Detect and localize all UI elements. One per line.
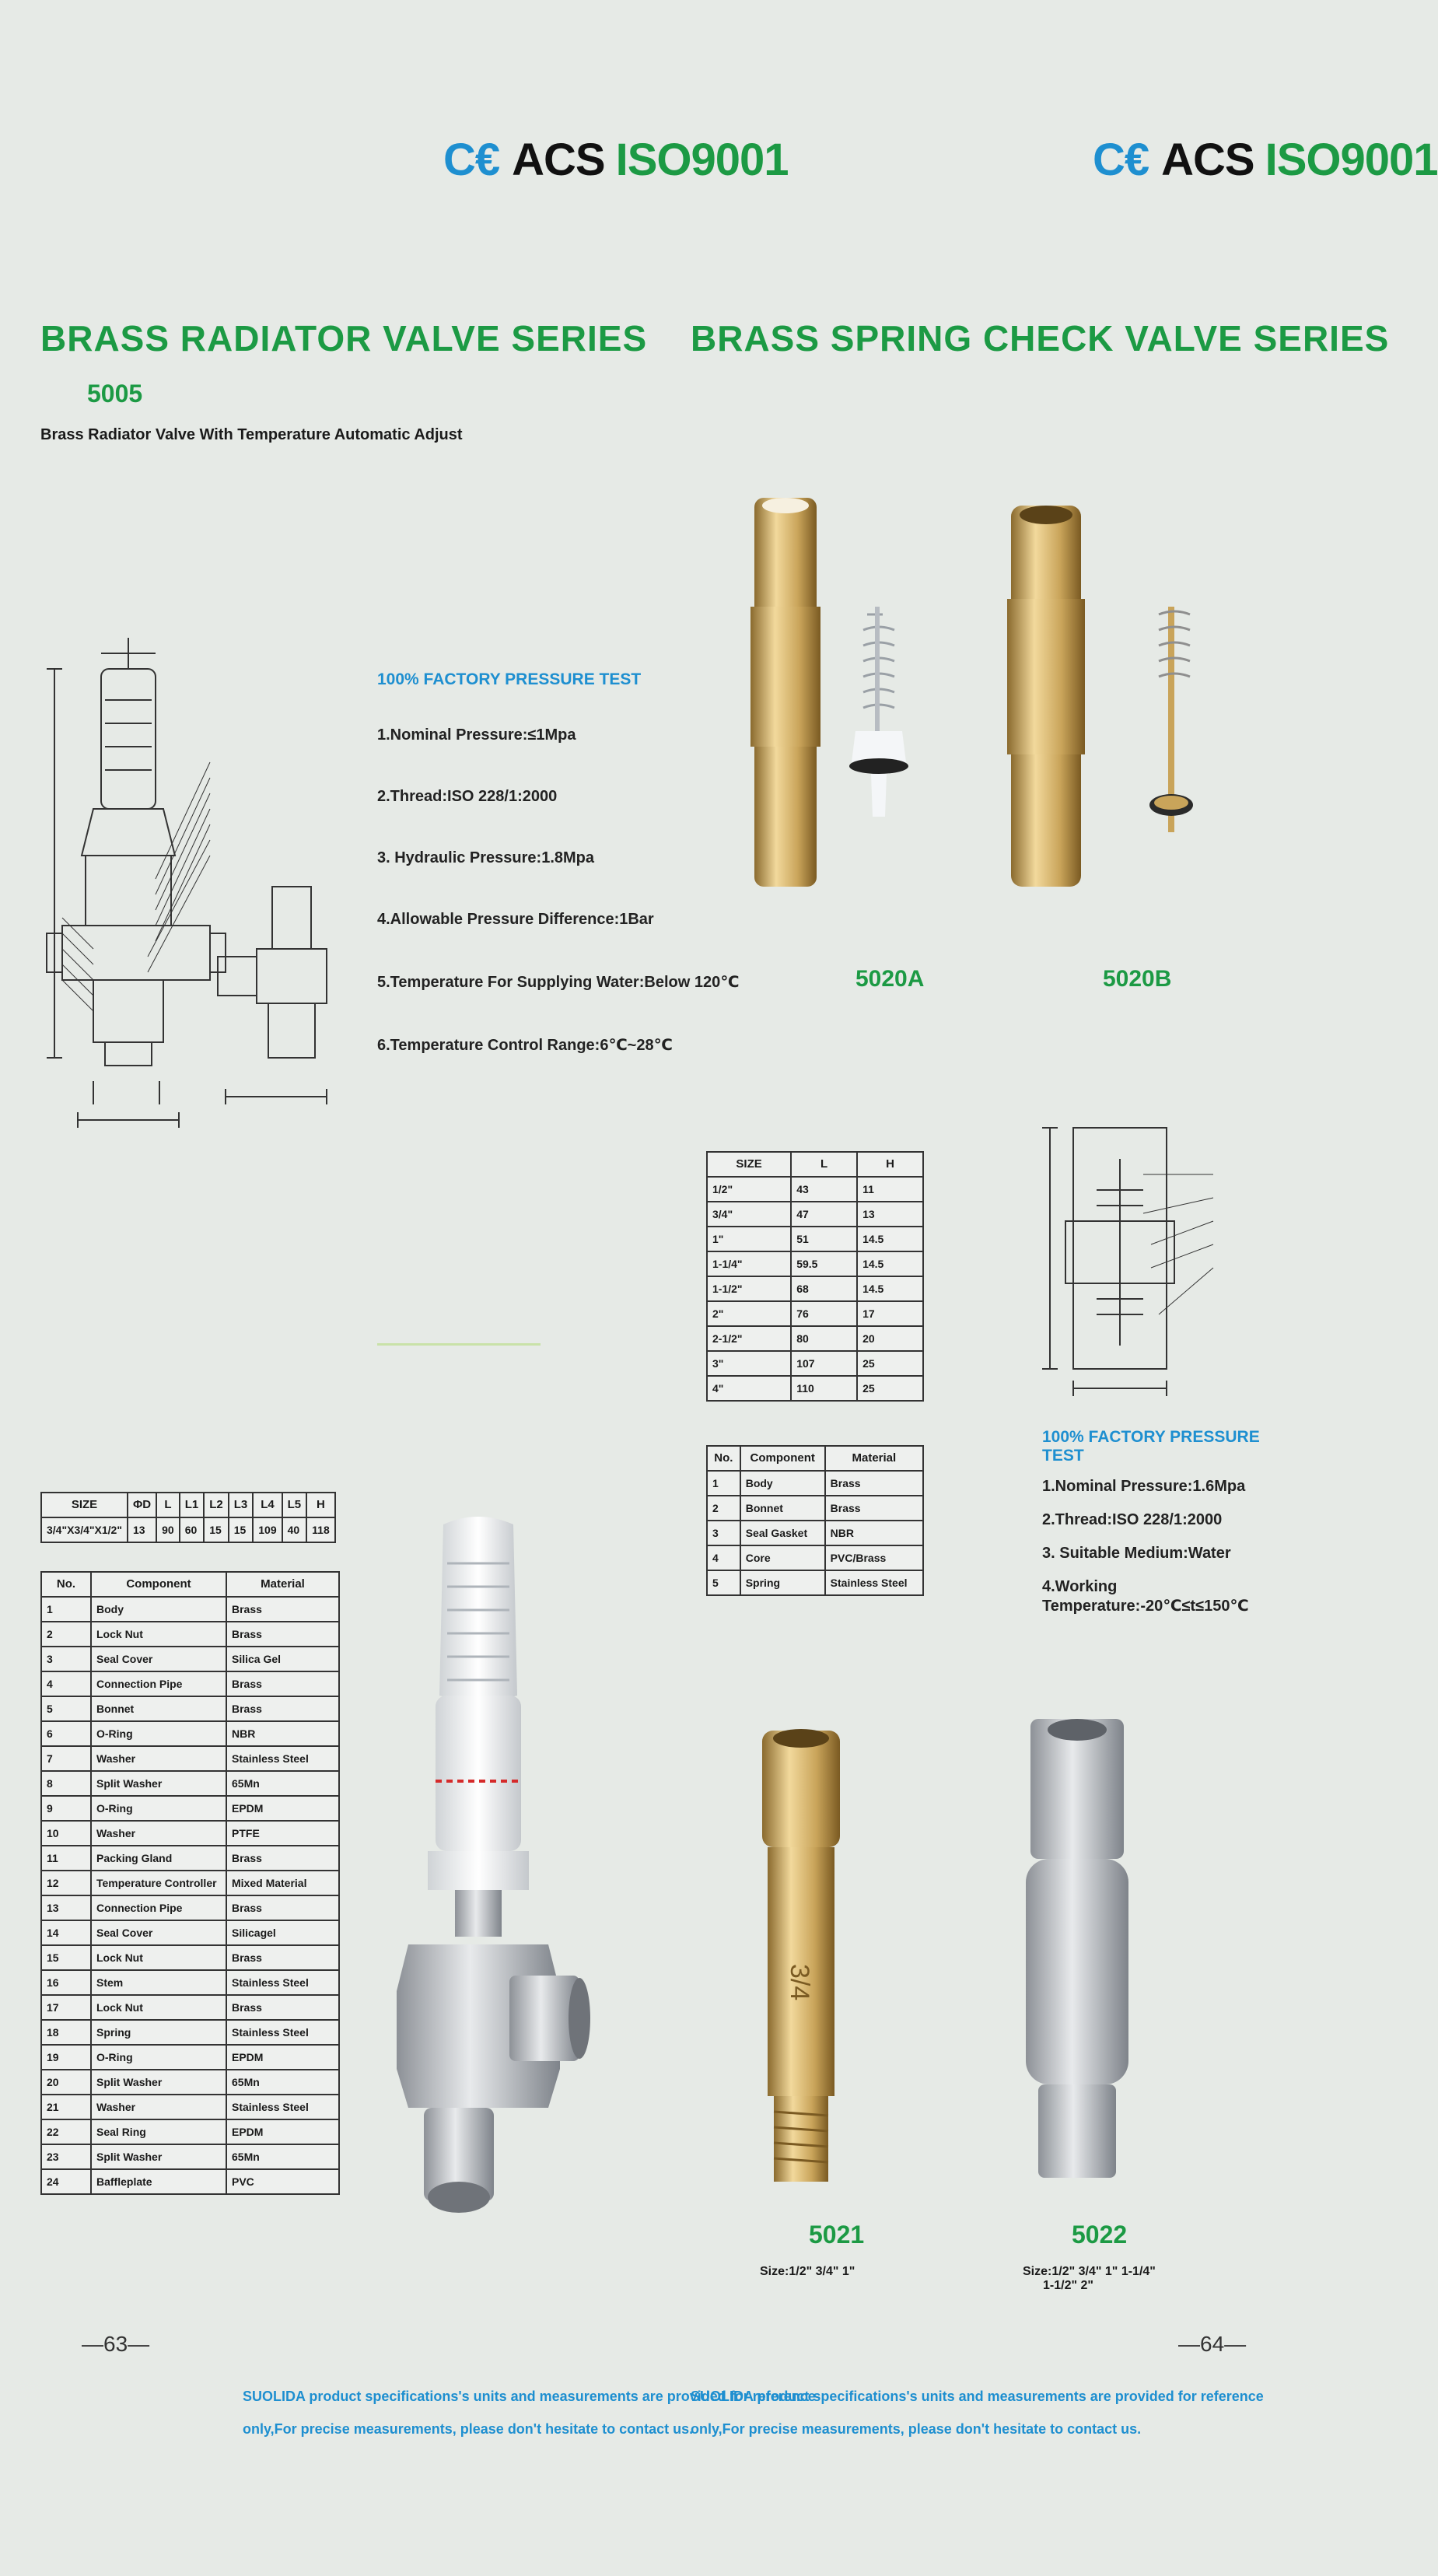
table-row bbox=[41, 2144, 339, 2169]
table-cell: 40 bbox=[282, 1517, 307, 1542]
table-cell: 17 bbox=[41, 1995, 91, 2020]
table-header-row bbox=[707, 1152, 923, 1177]
table-cell: Brass bbox=[825, 1471, 923, 1496]
right-footer-note bbox=[691, 2380, 1264, 2445]
ce-mark: C€ bbox=[443, 135, 500, 185]
table-row bbox=[41, 2095, 339, 2119]
table-cell: 11 bbox=[857, 1177, 923, 1202]
table-cell: Spring bbox=[740, 1570, 825, 1595]
table-cell: 19 bbox=[41, 2045, 91, 2070]
table-cell: Bonnet bbox=[91, 1696, 226, 1721]
table-cell: 14.5 bbox=[857, 1227, 923, 1251]
table-cell: EPDM bbox=[226, 1796, 339, 1821]
table-row bbox=[707, 1351, 923, 1376]
spec-line: 6.Temperature Control Range:6℃~28℃ bbox=[377, 1037, 673, 1054]
table-header-cell: L bbox=[156, 1493, 180, 1517]
table-row bbox=[707, 1276, 923, 1301]
table-cell: 3/4" bbox=[707, 1202, 791, 1227]
table-row bbox=[41, 1821, 339, 1846]
table-cell: Washer bbox=[91, 2095, 226, 2119]
check-valve-5021-photo bbox=[750, 1723, 852, 2189]
table-header-cell: L3 bbox=[229, 1493, 254, 1517]
right-series-title: BRASS SPRING CHECK VALVE SERIES bbox=[691, 318, 1390, 359]
table-row bbox=[41, 2119, 339, 2144]
table-cell: 14.5 bbox=[857, 1251, 923, 1276]
table-row bbox=[41, 1696, 339, 1721]
table-row bbox=[707, 1496, 923, 1521]
table-row bbox=[41, 1671, 339, 1696]
model-5020a: 5020A bbox=[855, 966, 925, 992]
table-cell: 5 bbox=[707, 1570, 740, 1595]
table-cell: 3/4"X3/4"X1/2" bbox=[41, 1517, 128, 1542]
table-cell: 17 bbox=[857, 1301, 923, 1326]
table-cell: 12 bbox=[41, 1871, 91, 1895]
table-cell: Stainless Steel bbox=[226, 1746, 339, 1771]
table-cell: 15 bbox=[229, 1517, 254, 1542]
footer-line: SUOLIDA product specifications's units and measurements are provided for reference bbox=[243, 2389, 816, 2404]
table-cell: O-Ring bbox=[91, 1721, 226, 1746]
table-row bbox=[41, 1970, 339, 1995]
table-cell: 13 bbox=[41, 1895, 91, 1920]
table-cell: Brass bbox=[825, 1496, 923, 1521]
table-cell: 22 bbox=[41, 2119, 91, 2144]
acs-mark: ACS bbox=[512, 135, 605, 185]
table-cell: Stainless Steel bbox=[825, 1570, 923, 1595]
table-cell: 10 bbox=[41, 1821, 91, 1846]
size-5021: Size:1/2" 3/4" 1" bbox=[760, 2265, 855, 2278]
table-cell: 80 bbox=[791, 1326, 857, 1351]
table-cell: EPDM bbox=[226, 2119, 339, 2144]
iso-mark: ISO9001 bbox=[615, 135, 789, 185]
table-cell: 2-1/2" bbox=[707, 1326, 791, 1351]
table-cell: 6 bbox=[41, 1721, 91, 1746]
model-5021: 5021 bbox=[809, 2221, 865, 2249]
table-row bbox=[707, 1545, 923, 1570]
table-row bbox=[41, 1517, 335, 1542]
table-header-cell: No. bbox=[707, 1446, 740, 1471]
divider-line bbox=[377, 1343, 541, 1346]
table-cell: Brass bbox=[226, 1696, 339, 1721]
radiator-valve-photo bbox=[393, 1509, 595, 2240]
check-valve-5020a-photo bbox=[747, 490, 918, 894]
size-5022 bbox=[1023, 2265, 1156, 2293]
table-cell: Spring bbox=[91, 2020, 226, 2045]
table-cell: Split Washer bbox=[91, 2144, 226, 2169]
right-page-number: —64— bbox=[1178, 2332, 1247, 2356]
spec-line: 1.Nominal Pressure:≤1Mpa bbox=[377, 726, 576, 744]
table-cell: 23 bbox=[41, 2144, 91, 2169]
table-cell: 16 bbox=[41, 1970, 91, 1995]
table-cell: Lock Nut bbox=[91, 1995, 226, 2020]
table-cell: 11 bbox=[41, 1846, 91, 1871]
table-row bbox=[41, 1895, 339, 1920]
table-cell: 25 bbox=[857, 1351, 923, 1376]
table-cell: Seal Gasket bbox=[740, 1521, 825, 1545]
spec-line: 5.Temperature For Supplying Water:Below 120℃ bbox=[377, 974, 740, 991]
table-cell: 51 bbox=[791, 1227, 857, 1251]
table-cell: 7 bbox=[41, 1746, 91, 1771]
table-cell: 90 bbox=[156, 1517, 180, 1542]
table-header-cell: ΦD bbox=[128, 1493, 156, 1517]
table-cell: 2 bbox=[41, 1622, 91, 1647]
table-cell: Body bbox=[91, 1597, 226, 1622]
table-header-cell: L1 bbox=[180, 1493, 205, 1517]
table-row bbox=[41, 1796, 339, 1821]
table-cell: Stainless Steel bbox=[226, 2020, 339, 2045]
table-cell: 2 bbox=[707, 1496, 740, 1521]
table-cell: 24 bbox=[41, 2169, 91, 2194]
table-cell: 109 bbox=[253, 1517, 282, 1542]
table-row bbox=[41, 1746, 339, 1771]
table-cell: 4 bbox=[707, 1545, 740, 1570]
left-pressure-test bbox=[377, 670, 739, 1055]
table-row bbox=[707, 1376, 923, 1401]
table-row bbox=[41, 1622, 339, 1647]
footer-line: only,For precise measurements, please don't hesitate to contact us. bbox=[243, 2421, 694, 2437]
table-header-cell: Material bbox=[226, 1572, 339, 1597]
table-cell: 76 bbox=[791, 1301, 857, 1326]
ce-mark: C€ bbox=[1093, 135, 1149, 185]
size-5022-line1: Size:1/2" 3/4" 1" 1-1/4" bbox=[1023, 2265, 1156, 2278]
table-header-cell: SIZE bbox=[41, 1493, 128, 1517]
table-cell: Lock Nut bbox=[91, 1622, 226, 1647]
table-cell: EPDM bbox=[226, 2045, 339, 2070]
table-row bbox=[41, 1647, 339, 1671]
cert-logo-left bbox=[443, 134, 789, 186]
table-row bbox=[41, 2070, 339, 2095]
table-header-cell: Component bbox=[91, 1572, 226, 1597]
table-cell: NBR bbox=[825, 1521, 923, 1545]
table-cell: Brass bbox=[226, 1597, 339, 1622]
table-cell: 21 bbox=[41, 2095, 91, 2119]
right-pressure-test bbox=[1042, 1428, 1305, 1615]
table-cell: PVC/Brass bbox=[825, 1545, 923, 1570]
table-cell: PVC bbox=[226, 2169, 339, 2194]
size-5022-line2: 1-1/2" 2" bbox=[1043, 2279, 1093, 2292]
table-row bbox=[707, 1177, 923, 1202]
table-cell: Brass bbox=[226, 1995, 339, 2020]
table-row bbox=[707, 1570, 923, 1595]
table-cell: Baffleplate bbox=[91, 2169, 226, 2194]
table-cell: 4 bbox=[41, 1671, 91, 1696]
table-cell: Stainless Steel bbox=[226, 2095, 339, 2119]
table-cell: 14 bbox=[41, 1920, 91, 1945]
table-row bbox=[707, 1251, 923, 1276]
table-header-cell: L bbox=[791, 1152, 857, 1177]
table-header-cell: L5 bbox=[282, 1493, 307, 1517]
table-cell: 1/2" bbox=[707, 1177, 791, 1202]
table-header-cell: Component bbox=[740, 1446, 825, 1471]
table-cell: Washer bbox=[91, 1746, 226, 1771]
table-cell: 60 bbox=[180, 1517, 205, 1542]
table-header-row bbox=[707, 1446, 923, 1471]
table-cell: Silicagel bbox=[226, 1920, 339, 1945]
table-row bbox=[41, 1945, 339, 1970]
table-cell: O-Ring bbox=[91, 1796, 226, 1821]
left-series-title: BRASS RADIATOR VALVE SERIES bbox=[40, 318, 648, 359]
table-header-cell: L4 bbox=[253, 1493, 282, 1517]
table-cell: 18 bbox=[41, 2020, 91, 2045]
table-header-row bbox=[41, 1493, 335, 1517]
table-cell: 1" bbox=[707, 1227, 791, 1251]
table-row bbox=[41, 2169, 339, 2194]
table-cell: 1-1/2" bbox=[707, 1276, 791, 1301]
footer-line: only,For precise measurements, please don't hesitate to contact us. bbox=[691, 2421, 1142, 2437]
table-cell: Brass bbox=[226, 1846, 339, 1871]
left-page-number: —63— bbox=[82, 2332, 150, 2356]
spec-line: 2.Thread:ISO 228/1:2000 bbox=[377, 788, 558, 805]
table-cell: 65Mn bbox=[226, 2144, 339, 2169]
model-5020b: 5020B bbox=[1103, 966, 1172, 992]
left-model-number: 5005 bbox=[87, 380, 143, 408]
table-cell: Split Washer bbox=[91, 1771, 226, 1796]
footer-line: SUOLIDA product specifications's units and measurements are provided for reference bbox=[691, 2389, 1264, 2404]
table-cell: 68 bbox=[791, 1276, 857, 1301]
table-cell: Split Washer bbox=[91, 2070, 226, 2095]
table-cell: Brass bbox=[226, 1895, 339, 1920]
table-row bbox=[41, 1995, 339, 2020]
spec-line: 3. Suitable Medium:Water bbox=[1042, 1545, 1231, 1562]
table-cell: 65Mn bbox=[226, 1771, 339, 1796]
table-cell: Core bbox=[740, 1545, 825, 1570]
table-cell: 110 bbox=[791, 1376, 857, 1401]
table-row bbox=[41, 1846, 339, 1871]
table-row bbox=[707, 1521, 923, 1545]
check-valve-5020b-photo bbox=[1003, 498, 1205, 902]
table-cell: O-Ring bbox=[91, 2045, 226, 2070]
table-cell: Lock Nut bbox=[91, 1945, 226, 1970]
table-cell: 1-1/4" bbox=[707, 1251, 791, 1276]
table-cell: 20 bbox=[857, 1326, 923, 1351]
spec-line: 2.Thread:ISO 228/1:2000 bbox=[1042, 1511, 1223, 1528]
table-cell: Washer bbox=[91, 1821, 226, 1846]
table-cell: Seal Ring bbox=[91, 2119, 226, 2144]
table-cell: 3 bbox=[41, 1647, 91, 1671]
valve-marking: 3/4 bbox=[785, 1964, 814, 2001]
table-row bbox=[41, 1871, 339, 1895]
table-cell: 4" bbox=[707, 1376, 791, 1401]
table-cell: 13 bbox=[128, 1517, 156, 1542]
table-cell: 3 bbox=[707, 1521, 740, 1545]
table-cell: Body bbox=[740, 1471, 825, 1496]
table-cell: 5 bbox=[41, 1696, 91, 1721]
right-size-table bbox=[706, 1151, 924, 1402]
check-valve-technical-drawing bbox=[1034, 1112, 1237, 1400]
table-cell: NBR bbox=[226, 1721, 339, 1746]
table-row bbox=[707, 1326, 923, 1351]
model-5022: 5022 bbox=[1072, 2221, 1128, 2249]
table-header-cell: SIZE bbox=[707, 1152, 791, 1177]
right-component-table bbox=[706, 1445, 924, 1596]
table-cell: 9 bbox=[41, 1796, 91, 1821]
table-cell: 1 bbox=[41, 1597, 91, 1622]
table-cell: Brass bbox=[226, 1622, 339, 1647]
table-cell: 15 bbox=[41, 1945, 91, 1970]
table-cell: 20 bbox=[41, 2070, 91, 2095]
cert-logo-right bbox=[1093, 134, 1438, 186]
table-cell: 118 bbox=[306, 1517, 335, 1542]
left-size-table bbox=[40, 1492, 336, 1543]
table-row bbox=[707, 1471, 923, 1496]
table-cell: Seal Cover bbox=[91, 1647, 226, 1671]
table-cell: 15 bbox=[204, 1517, 229, 1542]
table-cell: 14.5 bbox=[857, 1276, 923, 1301]
table-cell: 2" bbox=[707, 1301, 791, 1326]
table-cell: PTFE bbox=[226, 1821, 339, 1846]
table-header-cell: L2 bbox=[204, 1493, 229, 1517]
table-cell: Temperature Controller bbox=[91, 1871, 226, 1895]
table-cell: 13 bbox=[857, 1202, 923, 1227]
acs-mark: ACS bbox=[1161, 135, 1254, 185]
table-cell: 25 bbox=[857, 1376, 923, 1401]
table-header-cell: No. bbox=[41, 1572, 91, 1597]
table-cell: Brass bbox=[226, 1671, 339, 1696]
spec-line: 4.Allowable Pressure Difference:1Bar bbox=[377, 911, 654, 928]
table-cell: Connection Pipe bbox=[91, 1671, 226, 1696]
table-cell: Connection Pipe bbox=[91, 1895, 226, 1920]
table-cell: 65Mn bbox=[226, 2070, 339, 2095]
table-cell: Silica Gel bbox=[226, 1647, 339, 1671]
table-cell: 59.5 bbox=[791, 1251, 857, 1276]
table-row bbox=[707, 1227, 923, 1251]
spec-line: 3. Hydraulic Pressure:1.8Mpa bbox=[377, 849, 595, 866]
table-cell: 8 bbox=[41, 1771, 91, 1796]
table-cell: Packing Gland bbox=[91, 1846, 226, 1871]
table-cell: Stem bbox=[91, 1970, 226, 1995]
table-header-row bbox=[41, 1572, 339, 1597]
table-cell: Stainless Steel bbox=[226, 1970, 339, 1995]
table-cell: 1 bbox=[707, 1471, 740, 1496]
iso-mark: ISO9001 bbox=[1265, 135, 1438, 185]
table-cell: 47 bbox=[791, 1202, 857, 1227]
table-row bbox=[41, 2020, 339, 2045]
table-row bbox=[707, 1301, 923, 1326]
table-cell: Seal Cover bbox=[91, 1920, 226, 1945]
table-row bbox=[41, 1721, 339, 1746]
table-cell: 107 bbox=[791, 1351, 857, 1376]
table-row bbox=[41, 1771, 339, 1796]
radiator-valve-technical-drawing bbox=[31, 622, 373, 1159]
spec-line: 4.Working Temperature:-20℃≤t≤150℃ bbox=[1042, 1578, 1249, 1615]
table-row bbox=[41, 1597, 339, 1622]
spec-line: 1.Nominal Pressure:1.6Mpa bbox=[1042, 1478, 1246, 1495]
left-subtitle: Brass Radiator Valve With Temperature Automatic Adjust bbox=[40, 426, 463, 443]
table-cell: Brass bbox=[226, 1945, 339, 1970]
table-header-cell: H bbox=[306, 1493, 335, 1517]
table-cell: 43 bbox=[791, 1177, 857, 1202]
table-header-cell: Material bbox=[825, 1446, 923, 1471]
table-row bbox=[707, 1202, 923, 1227]
table-row bbox=[41, 2045, 339, 2070]
left-component-table bbox=[40, 1571, 340, 2195]
table-row bbox=[41, 1920, 339, 1945]
table-header-cell: H bbox=[857, 1152, 923, 1177]
table-cell: Mixed Material bbox=[226, 1871, 339, 1895]
table-cell: 3" bbox=[707, 1351, 791, 1376]
table-cell: Bonnet bbox=[740, 1496, 825, 1521]
pressure-test-title: 100% FACTORY PRESSURE TEST bbox=[1042, 1428, 1260, 1465]
check-valve-5022-photo bbox=[1015, 1711, 1139, 2186]
pressure-test-title: 100% FACTORY PRESSURE TEST bbox=[377, 670, 642, 688]
